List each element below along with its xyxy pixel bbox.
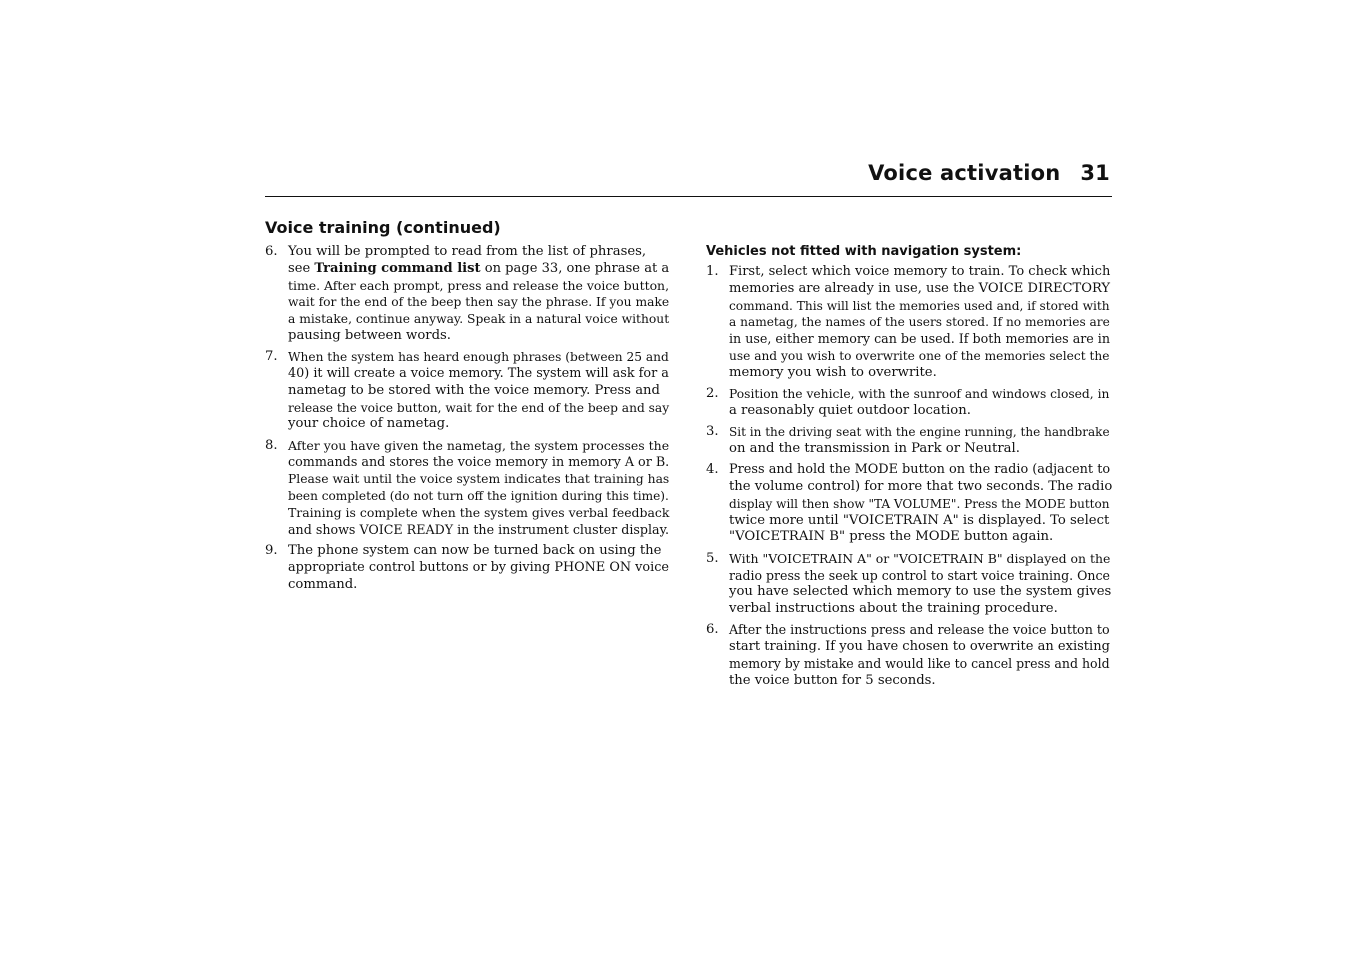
text-line: display will then show "TA VOLUME". Press the MODE button	[729, 496, 1110, 511]
text-line: in use, either memory can be used. If both memories are in	[729, 331, 1110, 347]
text-line: The phone system can now be turned back on using the	[288, 543, 662, 559]
list-item	[265, 244, 671, 345]
text-line: release the voice button, wait for the end of the beep and say	[288, 400, 670, 415]
right-column	[706, 243, 1112, 694]
left-column	[265, 218, 671, 598]
text-line: With "VOICETRAIN A" or "VOICETRAIN B" displayed on the	[729, 550, 1111, 566]
text-line: time. After each prompt, press and release the voice button,	[288, 277, 670, 293]
text-line: a nametag, the names of the users stored. If no memories are	[729, 315, 1110, 330]
training-steps-list	[265, 244, 671, 593]
page-number: 31	[1080, 161, 1110, 185]
step-number: 6.	[265, 244, 278, 259]
text-line	[288, 261, 671, 278]
step-number: 8.	[265, 437, 278, 453]
text-line: start training. If you have chosen to overwrite an existing	[729, 639, 1110, 655]
cross-reference: Training command list	[314, 260, 481, 276]
text-line: You will be prompted to read from the list of phrases,	[288, 244, 647, 259]
text-line: memories are already in use, use the VOICE DIRECTORY	[729, 280, 1111, 296]
text-line: a reasonably quiet outdoor location.	[729, 402, 971, 418]
text-line: command. This will list the memories used and, if stored with	[729, 298, 1110, 313]
step-number: 9.	[265, 543, 278, 559]
subsection-heading: Vehicles not fitted with navigation system:	[706, 244, 1022, 259]
text-line: a mistake, continue anyway. Speak in a natural voice without	[288, 312, 670, 327]
text-line: "VOICETRAIN B" press the MODE button again.	[729, 529, 1054, 545]
text-line: After the instructions press and release the voice button to	[729, 622, 1110, 638]
text-line: and shows VOICE READY in the instrument cluster display.	[288, 521, 670, 537]
step-number: 1.	[706, 264, 719, 279]
step-number: 2.	[706, 386, 719, 402]
text-line: 40) it will create a voice memory. The system will ask for a	[288, 366, 669, 382]
text-line: radio press the seek up control to start voice training. Once	[729, 567, 1110, 583]
text-fragment: see	[288, 260, 315, 276]
text-line: wait for the end of the beep then say the phrase. If you make	[288, 295, 670, 310]
list-item	[706, 424, 1112, 458]
step-number: 3.	[706, 424, 719, 440]
step-number: 5.	[706, 550, 719, 566]
text-line: memory by mistake and would like to cancel press and hold	[729, 656, 1110, 672]
text-line: on and the transmission in Park or Neutral.	[729, 440, 1020, 456]
text-line: twice more until "VOICETRAIN A" is displayed. To select	[729, 512, 1110, 528]
text-line: verbal instructions about the training procedure.	[729, 601, 1058, 617]
text-line: appropriate control buttons or by giving PHONE ON voice	[288, 559, 669, 575]
text-line: Training is complete when the system gives verbal feedback	[288, 504, 670, 520]
text-line: After you have given the nametag, the system processes the	[288, 437, 670, 453]
text-line: your choice of nametag.	[288, 416, 450, 432]
text-fragment: on page 33, one phrase at a	[480, 260, 670, 276]
page-header	[265, 158, 1112, 197]
list-item	[706, 622, 1112, 689]
text-line: the volume control) for more that two seconds. The radio	[729, 479, 1113, 495]
list-item	[706, 264, 1112, 382]
step-number: 6.	[706, 622, 719, 638]
text-line: When the system has heard enough phrases (between 25 and	[288, 350, 669, 365]
text-line: memory you wish to overwrite.	[729, 364, 937, 380]
list-item	[706, 386, 1112, 420]
chapter-title: Voice activation	[868, 161, 1061, 185]
text-line: you have selected which memory to use the system gives	[729, 584, 1112, 600]
non-navigation-steps-list	[706, 264, 1112, 690]
text-line: First, select which voice memory to train. To check which	[729, 264, 1111, 279]
list-item	[265, 543, 671, 593]
text-line: been completed (do not turn off the ignition during this time).	[288, 489, 669, 504]
list-item	[265, 349, 671, 433]
step-number: 7.	[265, 349, 278, 365]
list-item	[265, 438, 671, 539]
text-line: commands and stores the voice memory in memory A or B.	[288, 454, 670, 470]
text-line: Please wait until the voice system indicates that training has	[288, 472, 670, 487]
text-line: the voice button for 5 seconds.	[729, 672, 936, 688]
text-line: nametag to be stored with the voice memory. Press and	[288, 382, 660, 398]
text-line: use and you wish to overwrite one of the memories select the	[729, 348, 1110, 363]
header-text	[868, 161, 1110, 185]
text-line: Press and hold the MODE button on the radio (adjacent to	[729, 462, 1111, 478]
text-line: command.	[288, 576, 358, 592]
text-line: Position the vehicle, with the sunroof and windows closed, in	[729, 387, 1110, 402]
section-heading: Voice training (continued)	[265, 218, 501, 237]
text-line: pausing between words.	[288, 327, 451, 343]
list-item	[706, 462, 1112, 546]
text-line: Sit in the driving seat with the engine running, the handbrake	[729, 425, 1110, 440]
list-item	[706, 551, 1112, 618]
step-number: 4.	[706, 462, 719, 478]
